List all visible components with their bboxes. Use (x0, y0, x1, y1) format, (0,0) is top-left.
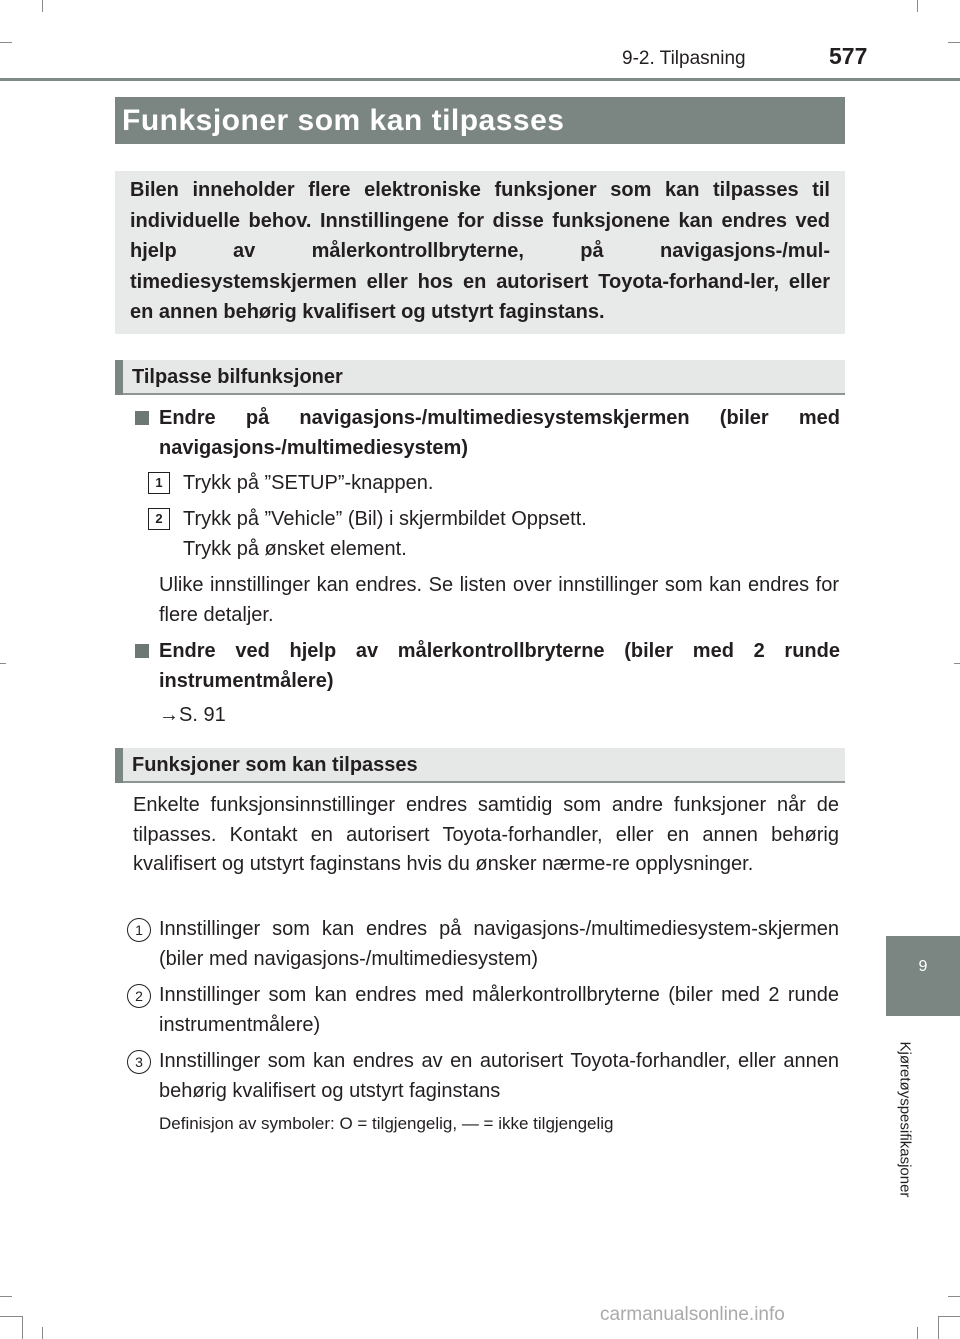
item-number-circle: 2 (127, 984, 151, 1008)
section-heading-funksjoner (115, 748, 845, 783)
crop-mark (948, 42, 960, 43)
section-heading-text: Tilpasse bilfunksjoner (132, 366, 343, 388)
page-number: 577 (829, 43, 868, 69)
item-number-circle: 3 (127, 1050, 151, 1074)
crop-mark (42, 1327, 43, 1339)
bullet-heading-meter (135, 636, 840, 696)
section2-paragraph: Enkelte funksjonsinnstillinger endres samtidig som andre funksjoner når de tilpasses. Kontakt en autorisert Toyota-forhandler, eller en annen behørig kvalifisert og utstyrt faginstans hvis du ønsker nærme-re opplysninger. (133, 794, 839, 875)
item-text: Innstillinger som kan endres på navigasjons-/multimediesystem-skjermen (biler med navigasjons-/multimediesystem) (159, 918, 839, 970)
item-number-circle: 1 (127, 918, 151, 942)
page-title-bar (115, 97, 845, 144)
intro-text: Bilen inneholder flere elektroniske funksjoner som kan tilpasses til individuelle behov. Innstillingene for disse funksjonene kan endres ved hjelp av målerkontrollbryterne, på navigasjons-/mul-timediesystemskjermen eller hos en autorisert Toyota-forhand-ler, eller en annen behørig kvalifisert og utstyrt faginstans. (130, 179, 830, 323)
crop-mark (42, 0, 43, 12)
page-title: Funksjoner som kan tilpasses (122, 104, 565, 137)
crop-mark (954, 663, 960, 664)
item-text: Innstillinger som kan endres med målerkontrollbryterne (biler med 2 runde instrumentmålere) (159, 984, 839, 1036)
crop-mark (948, 1296, 960, 1297)
watermark: carmanualsonline.info (600, 1304, 785, 1325)
crop-mark (0, 1316, 22, 1317)
note-text: Ulike innstillinger kan endres. Se listen over innstillinger som kan endres for flere detaljer. (159, 574, 839, 626)
crop-mark (0, 1296, 12, 1297)
page-reference: →S. 91 (159, 704, 226, 726)
step-text: Trykk på ”SETUP”-knappen. (183, 472, 434, 494)
intro-box (115, 171, 845, 334)
crop-mark (938, 1316, 960, 1317)
bullet-heading-text: Endre på navigasjons-/multimediesystemskjermen (biler med navigasjons-/multimediesystem) (159, 407, 840, 459)
section-accent (115, 360, 123, 395)
section-heading-tilpasse (115, 360, 845, 395)
step-number-box: 2 (148, 508, 170, 530)
bullet-heading-navigation (135, 403, 840, 463)
item-text: Innstillinger som kan endres av en autorisert Toyota-forhandler, eller annen behørig kvalifisert og utstyrt faginstans (159, 1050, 839, 1102)
crop-mark (22, 1316, 23, 1339)
crop-mark (0, 663, 6, 664)
step-text: Trykk på ”Vehicle” (Bil) i skjermbildet Oppsett. (183, 508, 587, 530)
section-label: 9-2. Tilpasning (622, 48, 746, 69)
chapter-label (885, 1028, 925, 1234)
crop-mark (917, 1327, 918, 1339)
bullet-square-icon (135, 644, 149, 658)
step-text: Trykk på ønsket element. (183, 538, 407, 560)
bullet-heading-text: Endre ved hjelp av målerkontrollbryterne (biler med 2 runde instrumentmålere) (159, 640, 840, 692)
chapter-tab (886, 936, 960, 1016)
symbol-definition: Definisjon av symboler: O = tilgjengelig, — = ikke tilgjengelig (159, 1114, 614, 1133)
header-rule (0, 78, 960, 81)
section-accent (115, 748, 123, 783)
chapter-number: 9 (918, 958, 928, 975)
chapter-label-text: Kjøretøyspesifikasjoner (896, 1041, 914, 1198)
crop-mark (938, 1316, 939, 1339)
step-number-box: 1 (148, 472, 170, 494)
crop-mark (917, 0, 918, 12)
section-heading-text: Funksjoner som kan tilpasses (132, 754, 418, 776)
crop-mark (0, 42, 12, 43)
bullet-square-icon (135, 411, 149, 425)
